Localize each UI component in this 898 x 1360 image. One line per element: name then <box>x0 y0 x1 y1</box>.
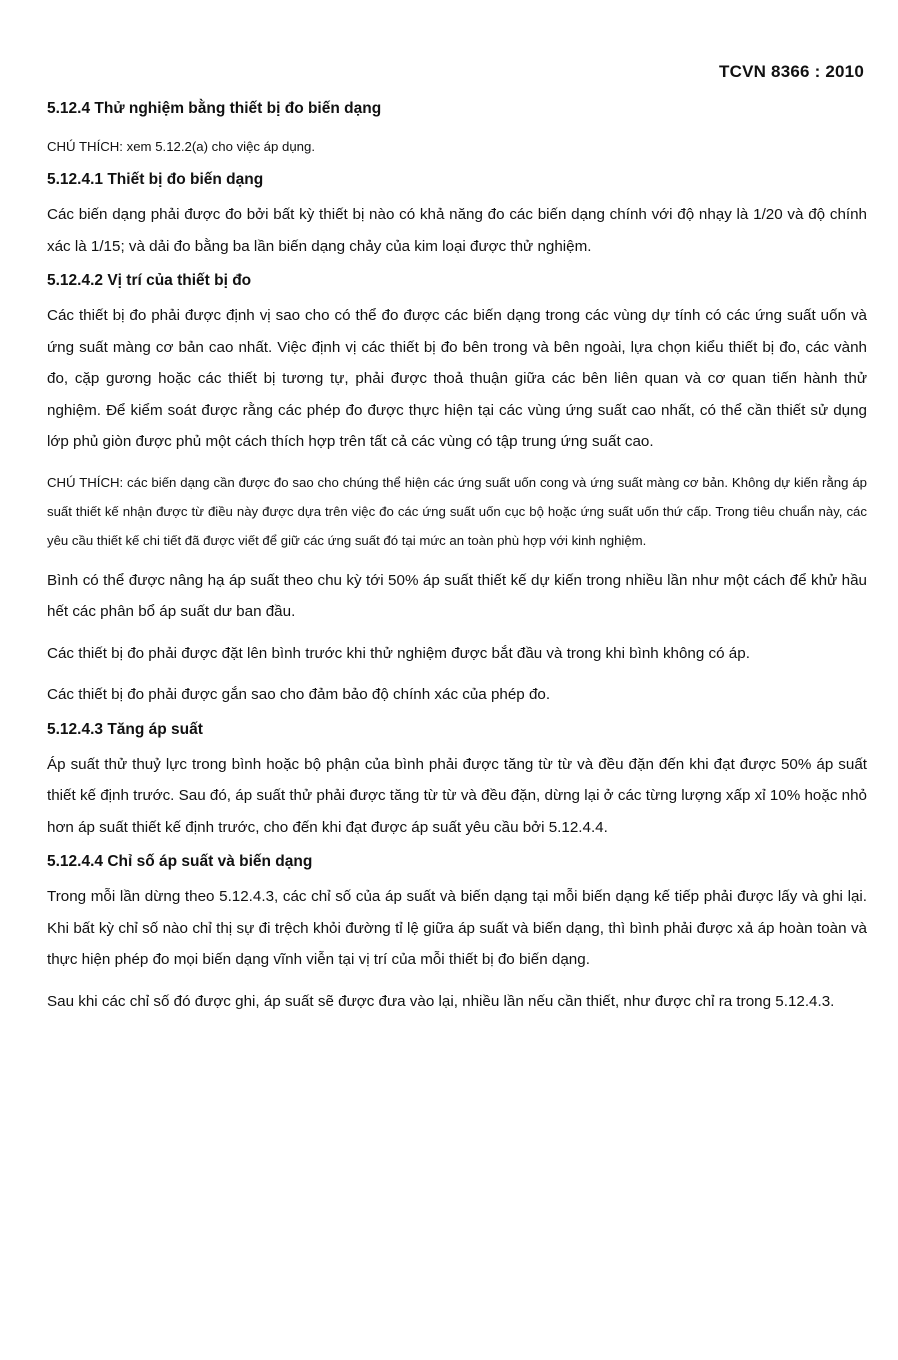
heading-5-12-4-4: 5.12.4.4 Chỉ số áp suất và biến dạng <box>47 853 313 870</box>
paragraph: Trong mỗi lần dừng theo 5.12.4.3, các chỉ số của áp suất và biến dạng tại mỗi biến dạng kế tiếp phải được lấy và ghi lại. Khi bất kỳ chỉ số nào chỉ thị sự đi trệch khỏi đường tỉ lệ giữa áp suất và biến dạng, thì bình phải được xả áp hoàn toàn và thực hiện phép đo mọi biến dạng vĩnh viễn tại vị trí của mỗi thiết bị đo biến dạng. <box>47 888 867 968</box>
page-content <box>47 100 867 1017</box>
heading-5-12-4: 5.12.4 Thử nghiệm bằng thiết bị đo biến dạng <box>47 100 382 117</box>
paragraph: Các thiết bị đo phải được đặt lên bình trước khi thử nghiệm được bắt đầu và trong khi bình không có áp. <box>47 644 750 662</box>
heading-5-12-4-1: 5.12.4.1 Thiết bị đo biến dạng <box>47 171 264 188</box>
note-5-12-4: CHÚ THÍCH: xem 5.12.2(a) cho việc áp dụng. <box>47 139 316 154</box>
heading-5-12-4-2: 5.12.4.2 Vị trí của thiết bị đo <box>47 272 252 289</box>
standard-number: TCVN 8366 : 2010 <box>719 62 864 81</box>
paragraph: Các biến dạng phải được đo bởi bất kỳ thiết bị nào có khả năng đo các biến dạng chính với độ nhạy là 1/20 và độ chính xác là 1/15; và dải đo bằng ba lần biến dạng chảy của kim loại được thử nghiệm. <box>47 206 867 255</box>
paragraph: Áp suất thử thuỷ lực trong bình hoặc bộ phận của bình phải được tăng từ từ và đều đặn đến khi đạt được 50% áp suất thiết kế định trước. Sau đó, áp suất thử phải được tăng từ từ và đều đặn, dừng lại ở các từng lượng xấp xỉ 10% hoặc nhỏ hơn áp suất thiết kế định trước, cho đến khi đạt được áp suất yêu cầu bởi 5.12.4.4. <box>47 755 867 836</box>
paragraph: Sau khi các chỉ số đó được ghi, áp suất sẽ được đưa vào lại, nhiều lần nếu cần thiết, như được chỉ ra trong 5.12.4.3. <box>47 992 835 1010</box>
paragraph: Các thiết bị đo phải được gắn sao cho đảm bảo độ chính xác của phép đo. <box>47 686 551 703</box>
note-5-12-4-2: CHÚ THÍCH: các biến dạng cần được đo sao cho chúng thể hiện các ứng suất uốn cong và ứng suất màng cơ bản. Không dự kiến rằng áp suất thiết kế nhận được từ điều này được dựa trên việc đo các ứng suất uốn cục bộ hoặc ứng suất uốn thứ cấp. Trong tiêu chuẩn này, các yêu cầu thiết kế chi tiết đã được viết để giữ các ứng suất đó tại mức an toàn phù hợp với kinh nghiệm. <box>47 474 867 548</box>
paragraph: Bình có thể được nâng hạ áp suất theo chu kỳ tới 50% áp suất thiết kế dự kiến trong nhiều lần như một cách để khử hầu hết các phân bổ áp suất dư ban đầu. <box>47 571 867 620</box>
paragraph: Các thiết bị đo phải được định vị sao cho có thể đo được các biến dạng trong các vùng dự tính có các ứng suất uốn và ứng suất màng cơ bản cao nhất. Việc định vị các thiết bị đo bên trong và bên ngoài, lựa chọn kiểu thiết bị đo, các vành đo, cặp gương hoặc các thiết bị tương tự, phải được thoả thuận giữa các bên liên quan và cơ quan tiến hành thử nghiệm. Để kiểm soát được rằng các phép đo được thực hiện tại các vùng ứng suất cao nhất, có thể cần thiết sử dụng lớp phủ giòn được phủ một cách thích hợp trên tất cả các vùng có tập trung ứng suất cao. <box>47 307 867 450</box>
heading-5-12-4-3: 5.12.4.3 Tăng áp suất <box>47 720 203 738</box>
